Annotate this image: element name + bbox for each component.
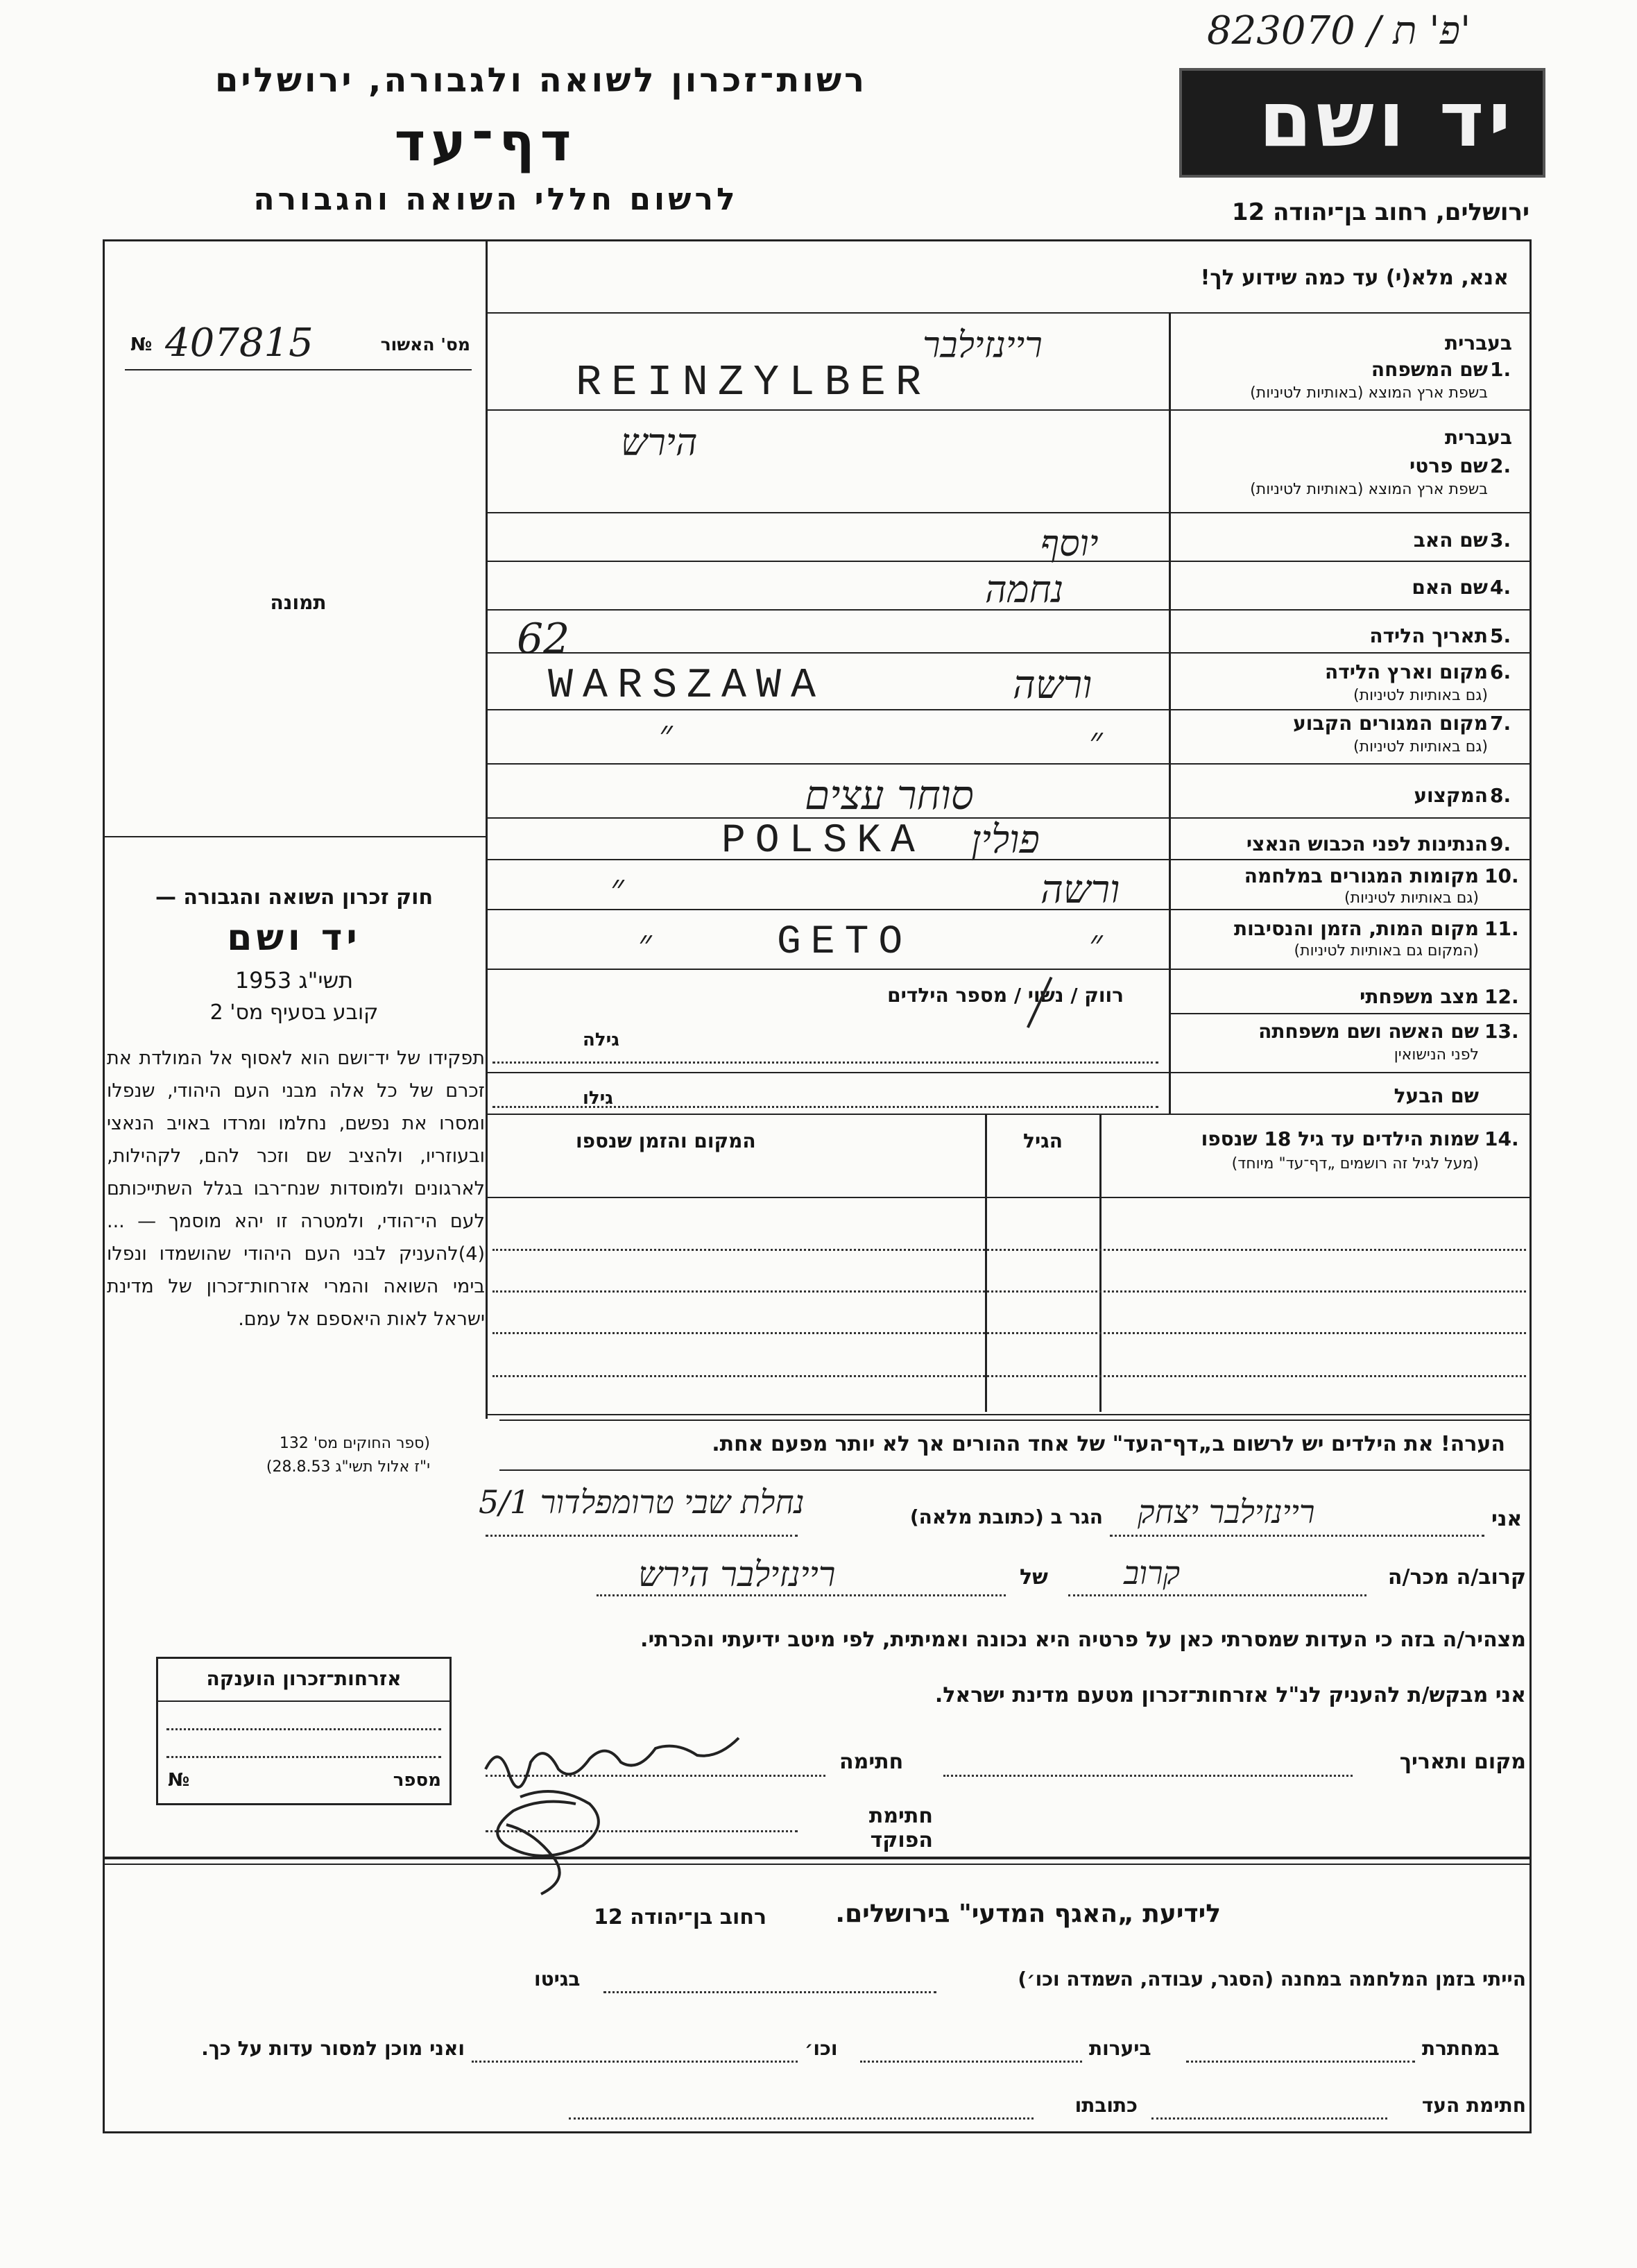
field-10-sublabel: (גם באותיות לטיניות) bbox=[1344, 889, 1479, 907]
decl-statement-2: אני מבקש/ת להעניק לנ"ל אזרחות־זכרון מטעם מדינת ישראל. bbox=[934, 1683, 1526, 1707]
logo-text: יד ושם bbox=[1258, 75, 1515, 164]
children-col-place: המקום והזמן שנספו bbox=[576, 1129, 756, 1152]
field-11-value-a: ״ bbox=[638, 923, 652, 964]
form-subtitle: לרשום חללי השואה והגבורה bbox=[253, 182, 739, 217]
field-3-number: 3. bbox=[1490, 529, 1511, 552]
field-1-value-hebrew: ריינזילבר bbox=[923, 325, 1043, 366]
field-1-sublabel: בשפת ארץ המוצא (באותיות לטיניות) bbox=[1250, 384, 1488, 402]
field-2-hebrew-tag: בעברית bbox=[1444, 426, 1512, 449]
field-9-value-latin: POLSKA bbox=[721, 819, 925, 864]
field-14-sublabel: (מעל לגיל זה רושמים „דף־עד" מיוחד) bbox=[1231, 1155, 1479, 1173]
field-14-number: 14. bbox=[1484, 1127, 1519, 1150]
field-1-value-latin: REINZYLBER bbox=[576, 358, 932, 407]
field-7-number: 7. bbox=[1490, 712, 1511, 735]
footer-ready: ואני מוכן למסור עדות על כך. bbox=[201, 2037, 465, 2060]
field-1-label: שם המשפחה bbox=[1371, 358, 1488, 381]
wife-age-label: גילה bbox=[583, 1030, 619, 1050]
footer-ghetto: בגיטו bbox=[534, 1968, 581, 1990]
field-11-value-b: ״ bbox=[1089, 923, 1103, 964]
field-6-number: 6. bbox=[1490, 660, 1511, 683]
children-col-age: הגיל bbox=[1023, 1129, 1063, 1152]
field-8-label: המקצוע bbox=[1414, 784, 1488, 807]
intro-instruction: אנא, מלא(י) עד כמה שידוע לך! bbox=[1200, 266, 1509, 290]
field-8-value: סוחר עצים bbox=[805, 771, 974, 819]
field-11-value-latin: GETO bbox=[777, 920, 913, 965]
approval-number: 407815 bbox=[165, 321, 314, 366]
footer-forests: ביערות bbox=[1089, 2037, 1151, 2060]
field-6-sublabel: (גם באותיות לטיניות) bbox=[1353, 687, 1488, 704]
note-text: הערה! את הילדים יש לרשום ב„דף־העד" של אחד ההורים אך לא יותר מפעם אחת. bbox=[712, 1432, 1505, 1456]
field-12-label: מצב משפחתי bbox=[1360, 985, 1479, 1008]
field-12-rule bbox=[1169, 1013, 1532, 1014]
decl-of-value: ריינזילבר הירש bbox=[638, 1554, 836, 1594]
field-11-sublabel: (המקום גם באותיות לטיניות) bbox=[1294, 942, 1479, 960]
field-10-rule bbox=[486, 909, 1532, 910]
citizenship-number-mark: № bbox=[168, 1770, 190, 1791]
husband-age-label: גילו bbox=[583, 1088, 613, 1109]
footer-camp-line bbox=[603, 1991, 936, 1993]
field-8-number: 8. bbox=[1490, 784, 1511, 807]
law-year: תשי"ג 1953 bbox=[234, 967, 354, 994]
field-5-label: תאריך הלידה bbox=[1369, 624, 1488, 647]
decl-of-label: של bbox=[1020, 1565, 1048, 1589]
approval-box bbox=[125, 321, 472, 370]
field-4-value: נחמה bbox=[985, 568, 1064, 611]
field-9-number: 9. bbox=[1490, 833, 1511, 855]
place-date-label: מקום ותאריך bbox=[1399, 1750, 1526, 1774]
law-reference-2: י"ז אלול תשי"ג 28.8.53) bbox=[266, 1458, 430, 1476]
label-column-divider bbox=[1169, 312, 1171, 1114]
field-2-value-hebrew: הירש bbox=[621, 420, 698, 464]
field-12-number: 12. bbox=[1484, 985, 1519, 1008]
field-7-value-a: ״ bbox=[659, 713, 673, 755]
law-heading: חוק זכרון השואה והגבורה — bbox=[155, 885, 434, 910]
decl-of-line bbox=[597, 1594, 1006, 1596]
footer-double-rule-2 bbox=[104, 1864, 1532, 1865]
decl-relative-label: קרוב/ה מכר/ה bbox=[1387, 1565, 1526, 1589]
approval-label: מס' האשור bbox=[380, 334, 470, 355]
field-11-label: מקום המות, הזמן והנסיבות bbox=[1233, 917, 1479, 940]
decl-address-value: נחלת שבי טרומפלדור 5/1 bbox=[479, 1483, 805, 1521]
husband-name-dotted-line bbox=[492, 1106, 1158, 1108]
field-10-value-a: ״ bbox=[610, 867, 624, 909]
field-12-options: רווק / נשוי / מספר הילדים bbox=[887, 984, 1124, 1007]
law-name: יד ושם bbox=[227, 917, 361, 959]
field-3-rule bbox=[486, 561, 1532, 562]
place-date-line bbox=[943, 1775, 1353, 1777]
husband-rule bbox=[486, 1114, 1532, 1115]
field-3-label: שם האב bbox=[1413, 529, 1488, 552]
citizenship-box-title: אזרחות־זכרון הוענקה bbox=[206, 1667, 402, 1690]
field-7-label: מקום המגורים הקבוע bbox=[1293, 712, 1488, 735]
field-4-number: 4. bbox=[1490, 576, 1511, 599]
wife-name-dotted-line bbox=[492, 1061, 1158, 1064]
decl-i-label: אני bbox=[1491, 1507, 1523, 1531]
field-7-value-b: ״ bbox=[1089, 720, 1103, 762]
citizenship-number-label: מספר bbox=[393, 1770, 441, 1791]
footer-heading: לידיעת „האגף המדעי" בירושלים. bbox=[835, 1900, 1221, 1928]
field-9-value-hebrew: פולין bbox=[971, 817, 1040, 862]
footer-heading-address: רחוב בן־יהודה 12 bbox=[594, 1905, 766, 1929]
footer-underground: במחתרת bbox=[1422, 2037, 1500, 2060]
field-10-label: מקומות המגורים במלחמה bbox=[1244, 864, 1479, 887]
authority-line: רשות־זכרון לשואה ולגבורה, ירושלים bbox=[214, 61, 867, 100]
children-col-divider-1 bbox=[1099, 1114, 1102, 1412]
field-13-label: שם האשה ושם משפחתה bbox=[1258, 1020, 1479, 1043]
intro-rule bbox=[486, 312, 1532, 314]
decl-i-line bbox=[1110, 1535, 1484, 1537]
citizenship-box-line-2 bbox=[166, 1756, 441, 1758]
photo-placeholder-label: תמונה bbox=[270, 591, 327, 614]
footer-witness-line bbox=[1151, 2117, 1387, 2120]
children-bottom-rule bbox=[486, 1414, 1532, 1415]
footer-address-label: כתובתו bbox=[1074, 2094, 1138, 2117]
citizenship-box-line-1 bbox=[166, 1728, 441, 1730]
decl-relative-value: קרוב bbox=[1124, 1554, 1181, 1592]
signature-label: חתימה bbox=[839, 1750, 904, 1774]
field-13-rule bbox=[486, 1072, 1532, 1073]
field-2-sublabel: בשפת ארץ המוצא (באותיות לטיניות) bbox=[1250, 481, 1488, 498]
citizenship-box bbox=[156, 1657, 452, 1805]
field-11-number: 11. bbox=[1484, 917, 1519, 940]
children-row-2 bbox=[492, 1290, 1526, 1293]
law-reference-1: (ספר החוקים מס' 132 bbox=[279, 1435, 430, 1452]
children-row-3 bbox=[492, 1332, 1526, 1334]
footer-witness-signature-label: חתימת העד bbox=[1421, 2094, 1526, 2117]
footer-etc: וכו׳ bbox=[805, 2037, 838, 2060]
field-9-label: הנתינות לפני הכבוש הנאצי bbox=[1246, 833, 1488, 855]
decl-relative-line bbox=[1068, 1594, 1366, 1596]
left-column-divider bbox=[486, 239, 488, 1419]
children-col-divider-2 bbox=[985, 1114, 987, 1412]
decl-resides-label: הגר ב (כתובת מלאה) bbox=[909, 1506, 1103, 1528]
field-13-number: 13. bbox=[1484, 1020, 1519, 1043]
field-5-rule bbox=[486, 652, 1532, 654]
footer-underground-line bbox=[1186, 2061, 1415, 2063]
yad-vashem-logo bbox=[1179, 68, 1545, 178]
officer-signature-label: חתימת הפוקד bbox=[868, 1804, 933, 1852]
decl-address-line bbox=[486, 1535, 798, 1537]
photo-area-bottom-rule bbox=[104, 836, 486, 837]
field-10-number: 10. bbox=[1484, 864, 1519, 887]
field-6-label: מקום וארץ הלידה bbox=[1325, 660, 1488, 683]
field-5-value: 62 bbox=[517, 615, 570, 663]
field-1-hebrew-tag: בעברית bbox=[1444, 332, 1512, 355]
field-13-sublabel: לפני הנישואין bbox=[1394, 1046, 1479, 1064]
field-1-number: 1. bbox=[1490, 358, 1511, 381]
children-row-1 bbox=[492, 1249, 1526, 1251]
children-header-rule bbox=[486, 1197, 1532, 1198]
footer-forests-line bbox=[860, 2061, 1082, 2063]
field-6-value-hebrew: ורשה bbox=[1013, 663, 1092, 708]
children-row-4 bbox=[492, 1375, 1526, 1377]
field-7-sublabel: (גם באותיות לטיניות) bbox=[1353, 738, 1488, 756]
witness-signature bbox=[479, 1721, 805, 1901]
field-4-label: שם האם bbox=[1412, 576, 1488, 599]
field-7-rule bbox=[486, 763, 1532, 765]
citizenship-box-title-rule bbox=[158, 1700, 449, 1702]
form-title: דף־עד bbox=[394, 111, 577, 173]
law-text: תפקידו של יד־ושם הוא לאסוף אל המולדת את זכרם של כל אלה מבני העם היהודי, שנפלו ומסרו את נפשם, נחלמו ומרדו באויב הנאצי ובעוזריו, ולהציב שם וזכר להם, לקהילות, לארגונים ולמוסדות שנח־רבו בגלל השתייכותם לעם הי־הודי, ולמטרה זו יהא מוסמך — ...(4)להעניק לבני העם היהודי שהושמדו ונפלו בימי השואה והמרי אזרחות־זכרון של מדינת ישראל לאות היאספם אל עמם. bbox=[107, 1048, 485, 1330]
decl-i-value: ריינזילבר יצחק bbox=[1138, 1493, 1315, 1531]
field-5-number: 5. bbox=[1490, 624, 1511, 647]
footer-line-1: הייתי בזמן המלחמה במחנה (הסגר, עבודה, השמדה וכו׳) bbox=[1018, 1968, 1526, 1990]
header-address: ירושלים, רחוב בן־יהודה 12 bbox=[1231, 198, 1529, 226]
field-10-value-hebrew: ורשה bbox=[1040, 867, 1120, 912]
field-1-rule bbox=[486, 409, 1532, 411]
field-2-label: שם פרטי bbox=[1409, 454, 1488, 477]
field-3-value: יוסף bbox=[1040, 523, 1099, 565]
field-6-value-latin: WARSZAWA bbox=[548, 663, 826, 710]
law-section: קובע בסעיף מס' 2 bbox=[209, 1000, 379, 1025]
footer-etc-line bbox=[472, 2061, 798, 2063]
field-14-label: שמות הילדים עד גיל 18 שנספו bbox=[1201, 1127, 1479, 1150]
husband-name-label: שם הבעל bbox=[1394, 1084, 1479, 1107]
approval-no-mark: № bbox=[130, 334, 153, 355]
field-2-rule bbox=[486, 512, 1532, 513]
margin-handwritten-note: 823070 / פ' ת' bbox=[1207, 8, 1471, 53]
footer-address-line bbox=[569, 2117, 1034, 2120]
footer-double-rule-1 bbox=[104, 1857, 1532, 1859]
field-2-number: 2. bbox=[1490, 454, 1511, 477]
decl-statement-1: מצהיר/ה בזה כי העדות שמסרתי כאן על פרטיה היא נכונה ואמיתית, לפי מיטב ידיעתי והכרתי. bbox=[640, 1628, 1526, 1652]
